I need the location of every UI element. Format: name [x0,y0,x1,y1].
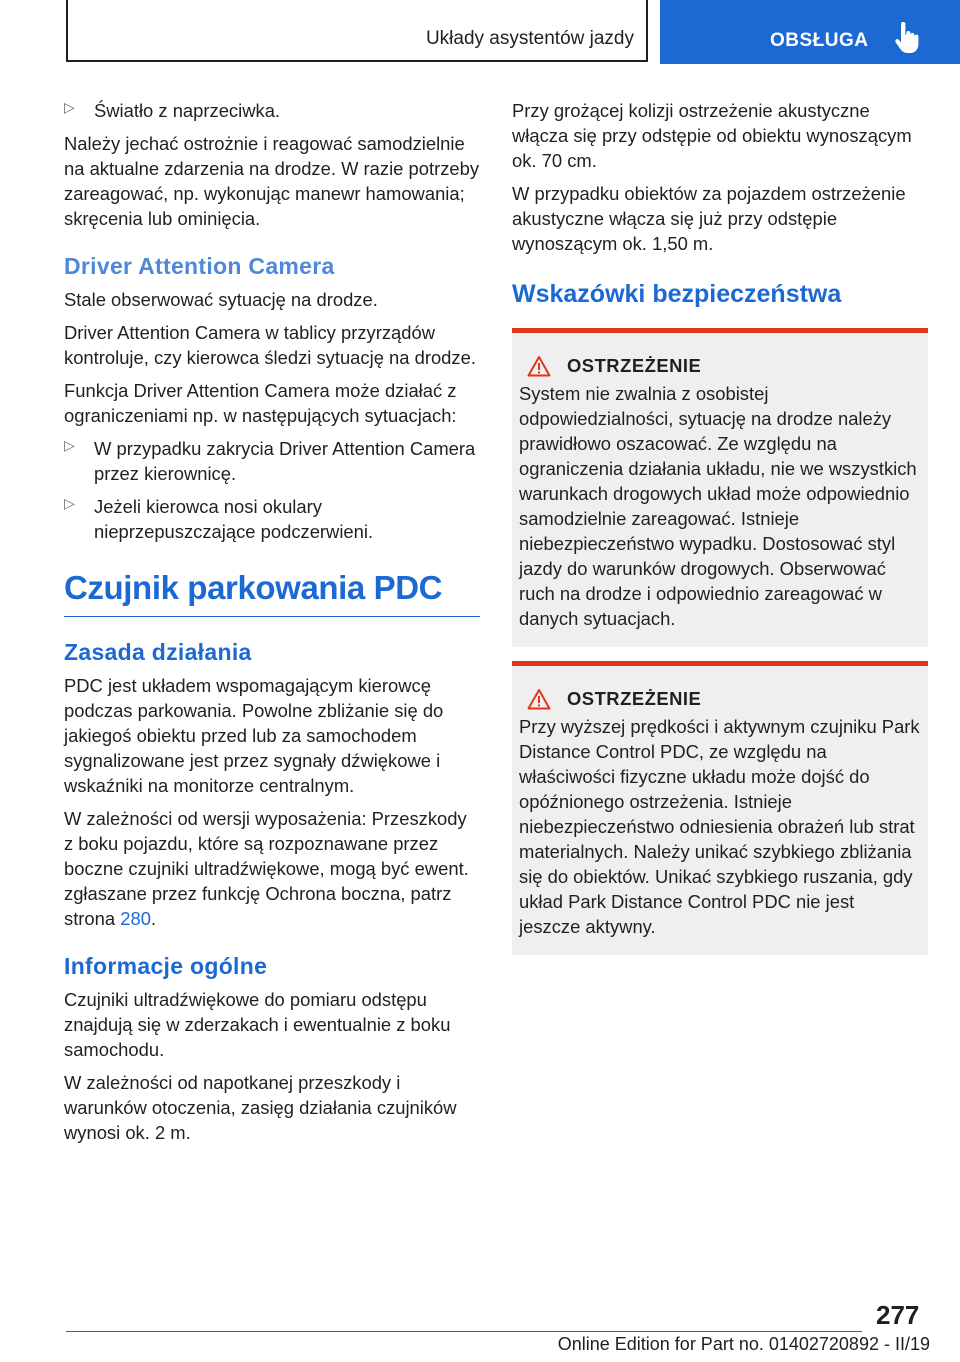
paragraph-text: W zależności od wersji wyposażenia: Przeszkody z boku pojazdu, które są rozpoznawane przez boczne czujniki ultradźwiękowe, mogą być ewent. zgłaszane przez funkcję Ochrona boczna, patrz strona [64,808,469,929]
warning-triangle-icon [527,688,551,710]
page-number: 277 [876,1300,920,1330]
warning-label: OSTRZEŻENIE [567,688,702,709]
paragraph-end: . [150,908,157,929]
bullet-text: W przypadku zakrycia Driver Attention Camera przez kierownicę. [94,438,476,484]
triangle-bullet-icon: ▷ [64,495,75,511]
footer-divider [66,1331,862,1332]
paragraph [64,806,480,931]
triangle-bullet-icon: ▷ [64,99,75,115]
list-item [64,436,480,486]
section-title: Układy asystentów jazdy [425,28,634,49]
paragraph: PDC jest układem wspomagającym kierowcę podczas parkowania. Powolne zbliżanie się do jakiegoś obiektu przed lub za samochodem sygnalizowane jest przez sygnały dźwiękowe i wskaźniki na monitorze centralnym. [64,675,444,796]
list-item [64,494,480,544]
subheading-zasada-dzialania: Zasada działania [64,639,252,665]
paragraph: Należy jechać ostrożnie i reagować samodzielnie na aktualne zdarzenia na drodze. W razie potrzeby zareagować, np. wykonując manewr hamowania; skręcenia lub ominięcia. [64,133,480,229]
left-column [64,98,480,1153]
warning-box [512,328,928,647]
paragraph: Funkcja Driver Attention Camera może działać z ograniczeniami np. w następujących sytuacjach: [64,380,457,426]
chapter-tab[interactable] [660,0,960,64]
subheading-driver-attention-camera: Driver Attention Camera [64,253,335,279]
paragraph: Stale obserwować sytuację na drodze. [64,289,378,310]
edition-note: Online Edition for Part no. 01402720892 - II/19 [557,1334,930,1354]
warning-triangle-icon [527,355,551,377]
right-column [512,98,928,969]
warning-box [512,661,928,955]
chapter-tab-label: OBSŁUGA [770,30,869,51]
warning-header [527,355,920,377]
page-reference-link[interactable]: 280 [120,908,151,929]
bullet-text: Światło z naprzeciwka. [94,100,281,121]
warning-text: Przy wyższej prędkości i aktywnym czujniku Park Distance Control PDC, ze względu na właściwości fizyczne układu może dojść do opóźnionego ostrzeżenia. Istnieje niebezpieczeństwo odniesienia obrażeń lub strat materialnych. Należy unikać szybkiego zbliżania się do obiektów. Unikać szybkiego ruszania, gdy układ Park Distance Control PDC nie jest jeszcze aktywny. [519,716,920,937]
subheading-informacje-ogolne: Informacje ogólne [64,953,268,979]
triangle-bullet-icon: ▷ [64,437,75,453]
header-section-box [66,0,648,62]
warning-header [527,688,920,710]
paragraph: Czujniki ultradźwiękowe do pomiaru odstępu znajdują się w zderzakach i ewentualnie z boku samochodu. [64,989,451,1060]
hand-pointer-icon [894,22,920,54]
paragraph: W przypadku obiektów za pojazdem ostrzeżenie akustyczne włącza się już przy odstępie wynoszącym ok. 1,50 m. [512,183,906,254]
paragraph: W zależności od napotkanej przeszkody i warunków otoczenia, zasięg działania czujników wynosi ok. 2 m. [64,1072,457,1143]
paragraph: Driver Attention Camera w tablicy przyrządów kontroluje, czy kierowca śledzi sytuację na drodze. [64,322,476,368]
list-item [64,98,480,123]
warning-text: System nie zwalnia z osobistej odpowiedzialności, sytuację na drodze należy prawidłowo oszacować. Ze względu na ograniczenia działania układu, nie we wszystkich warunkach drogowych układ może odpowiednio samodzielnie zareagować. Istnieje niebezpieczeństwo wypadku. Dostosować styl jazdy do warunków drogowych. Obserwować ruch na drodze i odpowiednio zareagować w danych sytuacjach. [519,383,917,629]
chapter-heading: Czujnik parkowania PDC [64,569,443,606]
heading-divider [64,616,480,617]
section-heading-safety: Wskazówki bezpieczeństwa [512,280,842,308]
bullet-text: Jeżeli kierowca nosi okulary nieprzepuszczające podczerwieni. [94,496,374,542]
paragraph: Przy grożącej kolizji ostrzeżenie akustyczne włącza się przy odstępie od obiektu wynoszącym ok. 70 cm. [512,100,912,171]
warning-label: OSTRZEŻENIE [567,355,702,376]
